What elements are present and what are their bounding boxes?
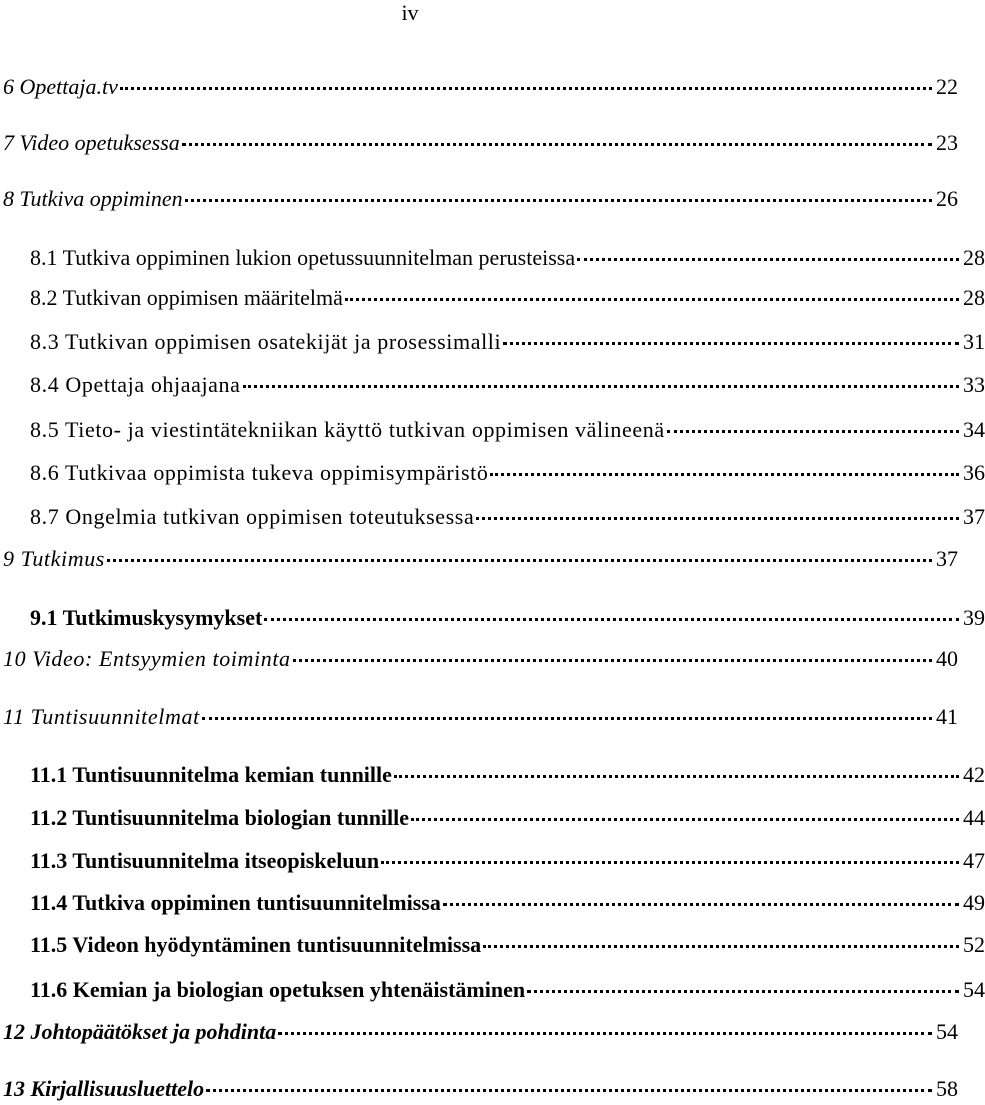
toc-entry-label: 11.2 Tuntisuunnitelma biologian tunnille <box>30 805 410 830</box>
toc-entry-9-1[interactable] <box>0 605 985 631</box>
dot-leader <box>206 1089 932 1092</box>
toc-entry-page: 37 <box>963 504 985 529</box>
toc-entry-11-3[interactable] <box>0 848 985 874</box>
toc-entry-label: 8.5 Tieto- ja viestintätekniikan käyttö tutkivan oppimisen välineenä <box>30 417 665 442</box>
toc-entry-label: 9 Tutkimus <box>3 546 105 571</box>
toc-entry-11-5[interactable] <box>0 932 985 958</box>
toc-entry-label: 6 Opettaja.tv <box>3 74 118 99</box>
toc-entry-label: 11 Tuntisuunnitelmat <box>3 704 200 729</box>
toc-entry-page: 54 <box>963 977 985 1002</box>
toc-entry-page: 28 <box>963 245 985 270</box>
dot-leader <box>577 258 959 261</box>
dot-leader <box>185 199 932 202</box>
toc-entry-page: 42 <box>963 762 985 787</box>
toc-entry-8-6[interactable] <box>0 460 985 486</box>
toc-entry-page: 44 <box>963 805 985 830</box>
toc-entry-11-1[interactable] <box>0 762 985 788</box>
toc-entry-page: 34 <box>963 417 985 442</box>
toc-entry-label: 8.1 Tutkiva oppiminen lukion opetussuunnitelman perusteissa <box>30 245 576 270</box>
toc-entry-11-4[interactable] <box>0 890 985 916</box>
toc-entry-label: 10 Video: Entsyymien toiminta <box>3 646 291 671</box>
toc-entry-12[interactable] <box>0 1019 958 1045</box>
toc-entry-page: 28 <box>963 285 985 310</box>
dot-leader <box>394 775 959 778</box>
toc-entry-11[interactable] <box>0 704 958 730</box>
dot-leader <box>411 818 959 821</box>
toc-entry-6[interactable] <box>0 74 958 100</box>
page-number: iv <box>401 0 419 25</box>
toc-entry-9[interactable] <box>0 546 958 572</box>
toc-entry-8-5[interactable] <box>0 417 985 443</box>
toc-entry-label: 8 Tutkiva oppiminen <box>3 186 183 211</box>
dot-leader <box>490 473 959 476</box>
toc-entry-label: 11.1 Tuntisuunnitelma kemian tunnille <box>30 762 392 787</box>
toc-entry-8-3[interactable] <box>0 329 985 355</box>
toc-entry-11-6[interactable] <box>0 977 985 1003</box>
toc-entry-page: 22 <box>936 74 958 99</box>
toc-entry-8[interactable] <box>0 186 958 212</box>
dot-leader <box>278 1032 932 1035</box>
dot-leader <box>264 618 959 621</box>
toc-entry-label: 11.3 Tuntisuunnitelma itseopiskeluun <box>30 848 380 873</box>
toc-entry-11-2[interactable] <box>0 805 985 831</box>
dot-leader <box>107 559 932 562</box>
dot-leader <box>476 517 959 520</box>
toc-entry-label: 11.5 Videon hyödyntäminen tuntisuunnitelmissa <box>30 932 482 957</box>
toc-entry-page: 58 <box>936 1076 958 1101</box>
toc-entry-page: 31 <box>963 329 985 354</box>
toc-entry-8-1[interactable] <box>0 245 985 271</box>
toc-entry-8-4[interactable] <box>0 372 985 398</box>
dot-leader <box>345 298 959 301</box>
toc-entry-page: 37 <box>936 546 958 571</box>
toc-entry-page: 54 <box>936 1019 958 1044</box>
dot-leader <box>503 342 959 345</box>
toc-entry-page: 52 <box>963 932 985 957</box>
dot-leader <box>527 990 959 993</box>
toc-entry-label: 8.7 Ongelmia tutkivan oppimisen toteutuksessa <box>30 504 475 529</box>
toc-entry-8-7[interactable] <box>0 504 985 530</box>
toc-entry-label: 8.4 Opettaja ohjaajana <box>30 372 241 397</box>
toc-entry-label: 8.3 Tutkivan oppimisen osatekijät ja prosessimalli <box>30 329 502 354</box>
toc-entry-13[interactable] <box>0 1076 958 1102</box>
toc-entry-page: 33 <box>963 372 985 397</box>
toc-entry-label: 11.6 Kemian ja biologian opetuksen yhtenäistäminen <box>30 977 526 1002</box>
toc-entry-page: 23 <box>936 130 958 155</box>
toc-entry-page: 41 <box>936 704 958 729</box>
toc-entry-label: 12 Johtopäätökset ja pohdinta <box>3 1019 277 1044</box>
toc-entry-label: 8.2 Tutkivan oppimisen määritelmä <box>30 285 343 310</box>
toc-entry-label: 13 Kirjallisuusluettelo <box>3 1076 205 1101</box>
toc-entry-8-2[interactable] <box>0 285 985 311</box>
toc-entry-page: 26 <box>936 186 958 211</box>
toc-entry-10[interactable] <box>0 646 958 672</box>
dot-leader <box>443 903 959 906</box>
dot-leader <box>667 430 959 433</box>
toc-entry-page: 40 <box>936 646 958 671</box>
dot-leader <box>293 659 932 662</box>
toc-entry-label: 7 Video opetuksessa <box>3 130 180 155</box>
toc-entry-label: 9.1 Tutkimuskysymykset <box>30 605 263 630</box>
toc-entry-label: 8.6 Tutkivaa oppimista tukeva oppimisympäristö <box>30 460 489 485</box>
dot-leader <box>120 87 932 90</box>
dot-leader <box>202 717 932 720</box>
toc-entry-page: 39 <box>963 605 985 630</box>
dot-leader <box>381 861 959 864</box>
toc-entry-page: 36 <box>963 460 985 485</box>
dot-leader <box>182 143 932 146</box>
toc-entry-label: 11.4 Tutkiva oppiminen tuntisuunnitelmissa <box>30 890 441 915</box>
toc-entry-page: 49 <box>963 890 985 915</box>
dot-leader <box>483 945 959 948</box>
toc-entry-7[interactable] <box>0 130 958 156</box>
toc-entry-page: 47 <box>963 848 985 873</box>
dot-leader <box>243 385 959 388</box>
